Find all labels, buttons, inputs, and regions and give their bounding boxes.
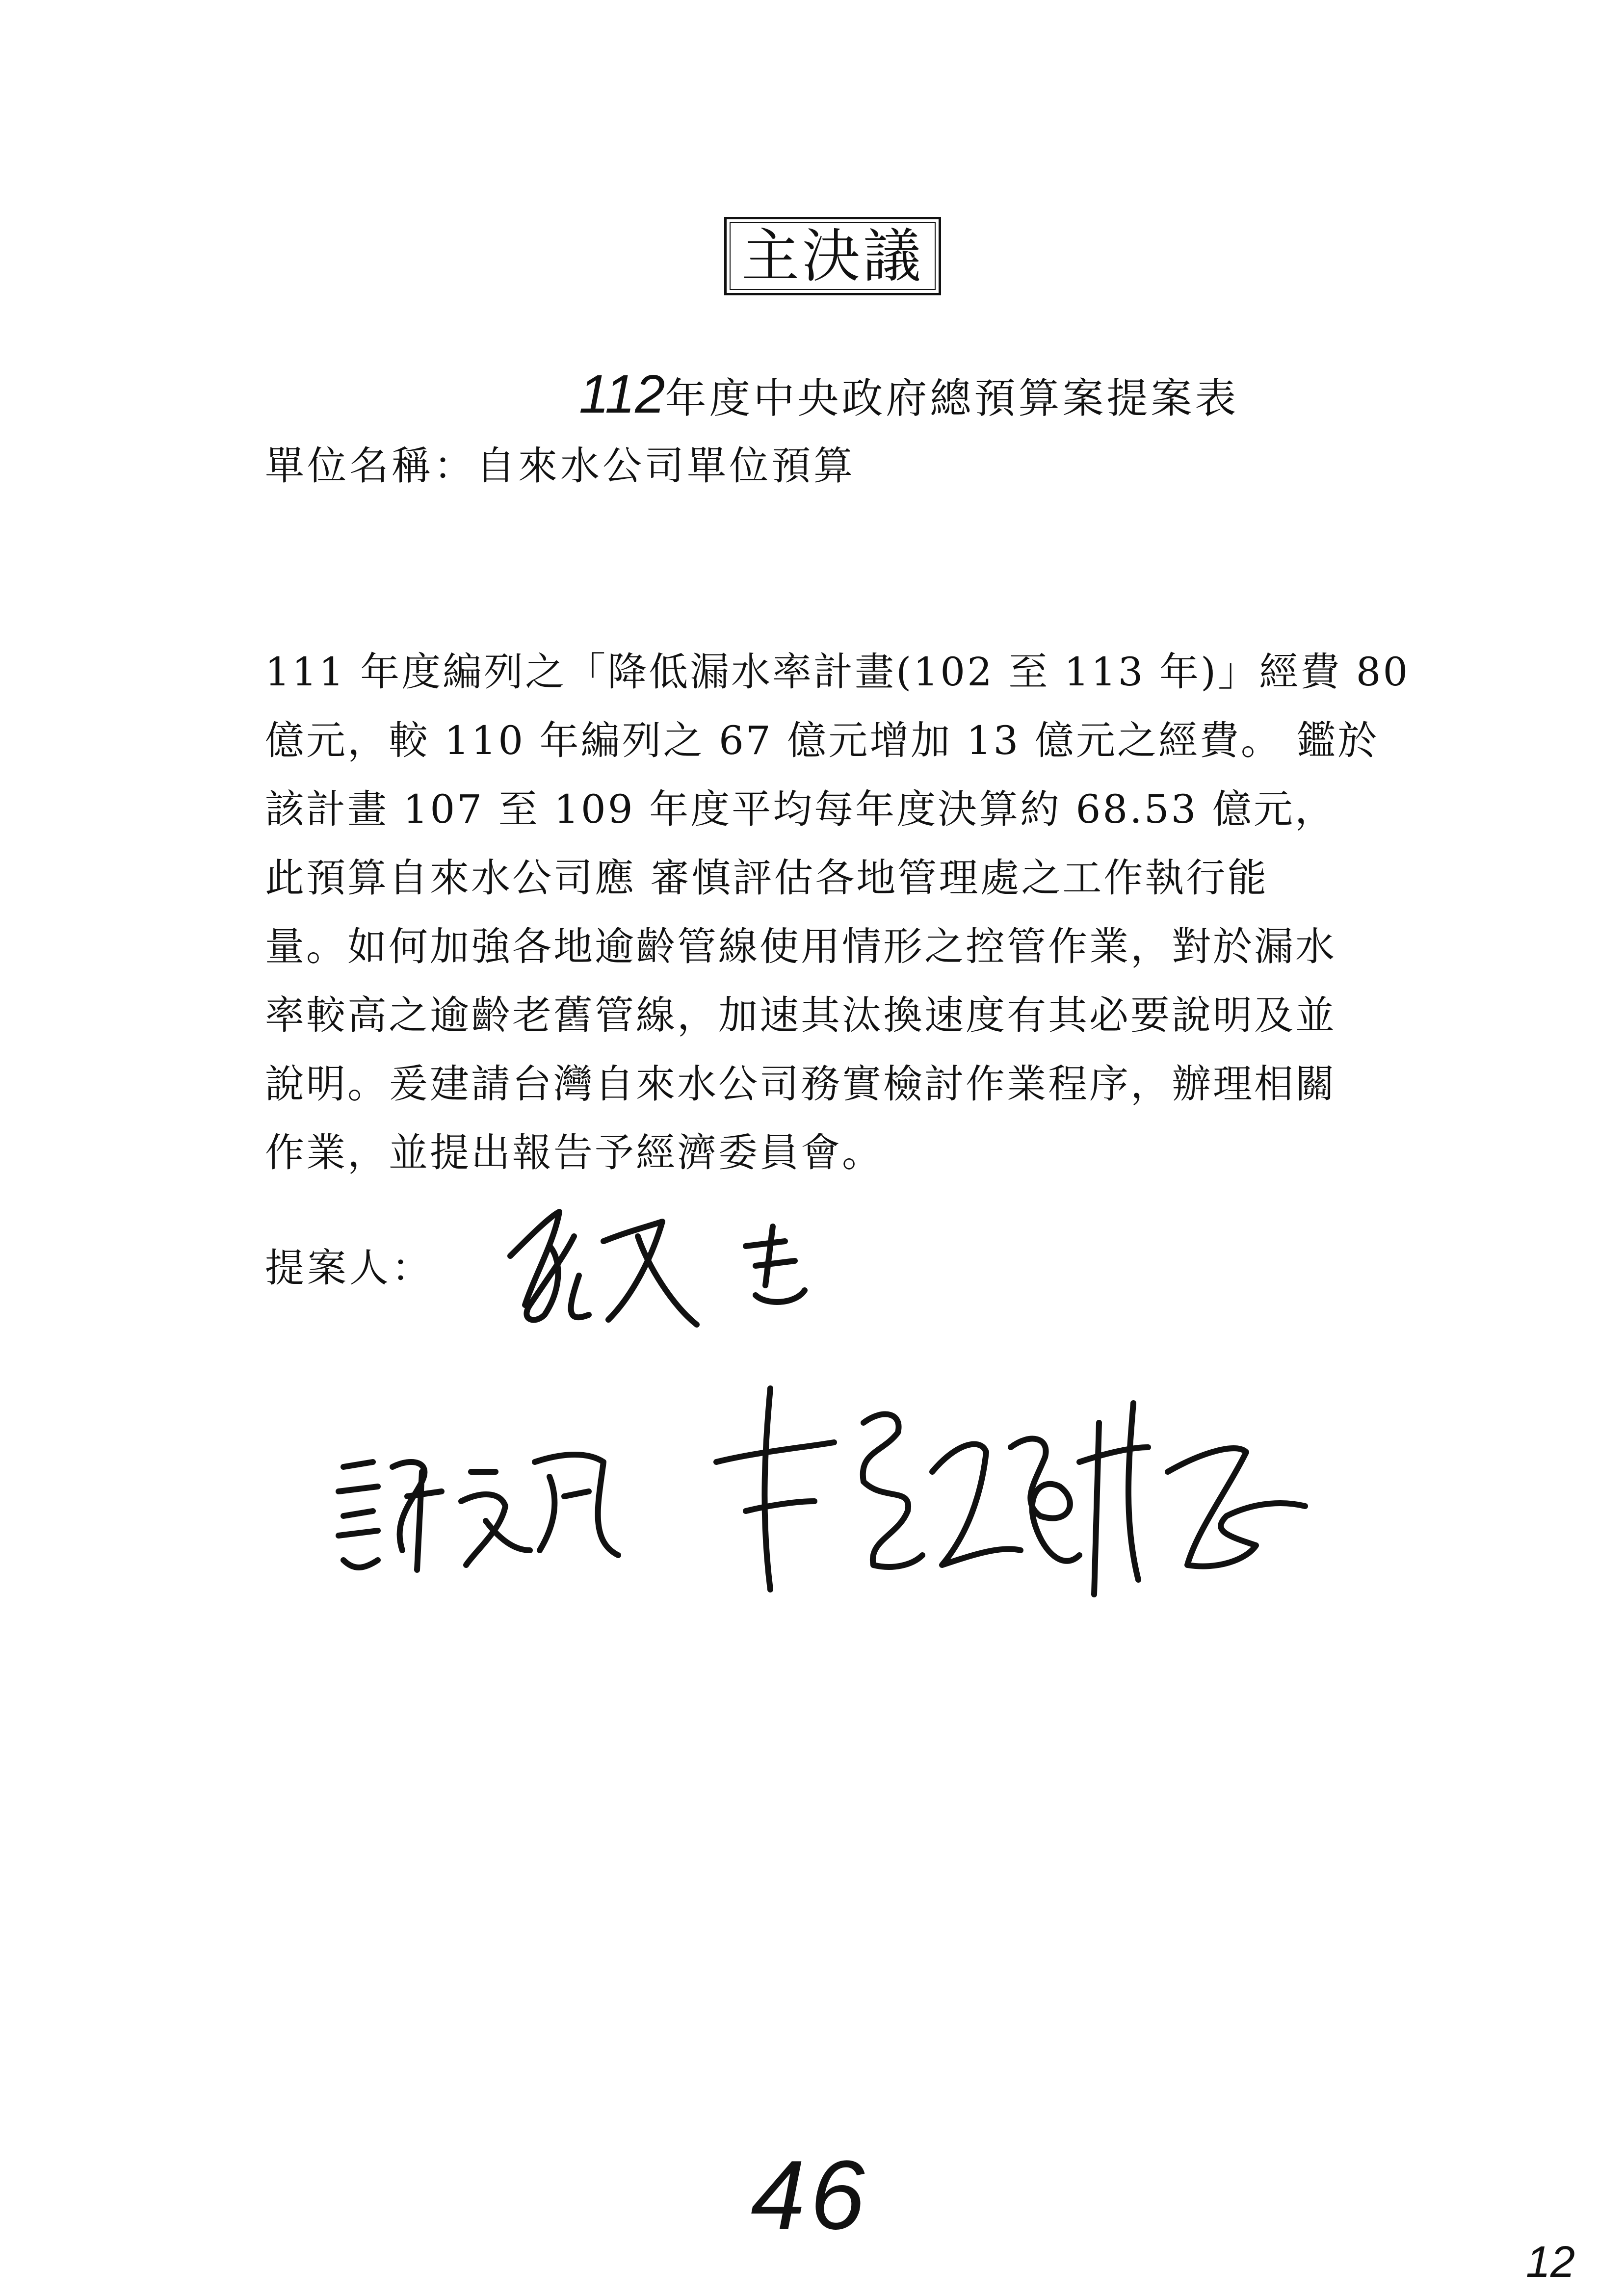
body-line: 該計畫 107 至 109 年度平均每年度決算約 68.53 億元， [265, 786, 1336, 832]
stamp-label: 主決議 [741, 222, 924, 290]
body-line: 此預算自來水公司應 審慎評估各地管理處之工作執行能 [265, 855, 1269, 901]
body-line: 率較高之逾齡老舊管線，加速其汰換速度有其必要說明及並 [265, 992, 1336, 1038]
signature-1 [510, 1212, 805, 1325]
proposer-label: 提案人： [265, 1245, 434, 1291]
sheet-number: 12 [1526, 2238, 1575, 2287]
body-line: 作業，並提出報告予經濟委員會。 [265, 1130, 883, 1175]
body-line: 量。如何加強各地逾齡管線使用情形之控管作業，對於漏水 [265, 924, 1336, 969]
signature-3 [716, 1388, 1305, 1594]
body-line: 億元，較 110 年編列之 67 億元增加 13 億元之經費。 鑑於 [265, 718, 1379, 763]
signature-2 [339, 1455, 618, 1570]
title-year: 112 [579, 364, 665, 424]
body-line: 111 年度編列之「降低漏水率計畫(102 至 113 年)」經費 80 [265, 649, 1410, 695]
body-line: 說明。爰建請台灣自來水公司務實檢討作業程序，辦理相關 [265, 1061, 1336, 1107]
title-text: 年度中央政府總預算案提案表 [665, 374, 1239, 422]
unit-name-line: 單位名稱：自來水公司單位預算 [265, 443, 856, 489]
page-number: 46 [751, 2140, 870, 2250]
